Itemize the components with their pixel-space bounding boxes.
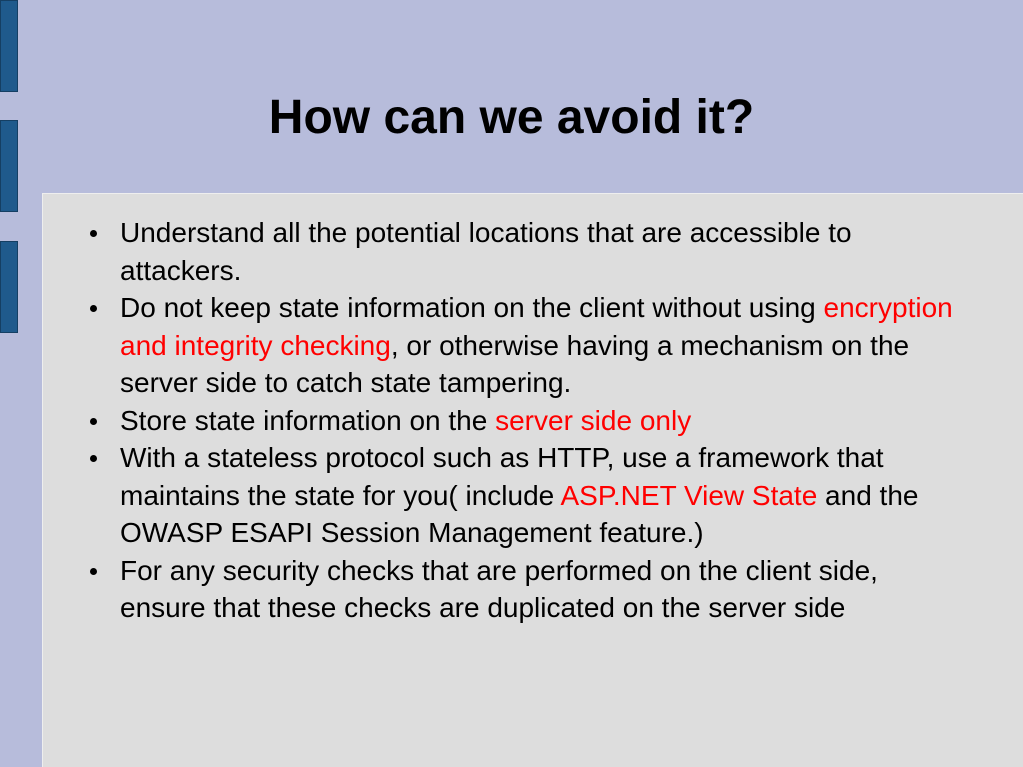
slide-title: How can we avoid it? — [268, 91, 755, 144]
bullet-item — [43, 439, 963, 552]
bullet-text: Understand all the potential locations that are accessible to attackers. — [120, 217, 852, 286]
bullet-list — [43, 214, 963, 627]
highlighted-text: ASP.NET View State — [560, 479, 818, 511]
bullet-item — [43, 214, 963, 289]
bullet-item — [43, 289, 963, 402]
bullet-dot-icon — [90, 230, 97, 237]
bullet-dot-icon — [90, 568, 97, 575]
bullet-dot-icon — [90, 455, 97, 462]
bullet-text: Store state information on the — [120, 404, 496, 436]
bullet-item — [43, 402, 963, 440]
bullet-text: With a stateless protocol such as HTTP, use a framework that maintains the state for you( include — [120, 442, 884, 511]
content-panel — [42, 193, 1023, 767]
bullet-text: and the OWASP ESAPI Session Management feature.) — [120, 479, 919, 548]
bullet-dot-icon — [90, 418, 97, 425]
bullet-item — [43, 552, 963, 627]
side-decoration-bar — [0, 241, 18, 333]
bullet-dot-icon — [90, 305, 97, 312]
highlighted-text: server side only — [495, 404, 692, 436]
highlighted-text: encryption and integrity checking — [120, 292, 953, 361]
side-decoration-bar — [0, 0, 18, 92]
bullet-text: Do not keep state information on the client without using — [120, 292, 824, 323]
bullet-text: , or otherwise having a mechanism on the server side to catch state tampering. — [120, 329, 910, 398]
bullet-text: For any security checks that are performed on the client side, ensure that these checks are duplicated on the server side — [120, 554, 878, 623]
